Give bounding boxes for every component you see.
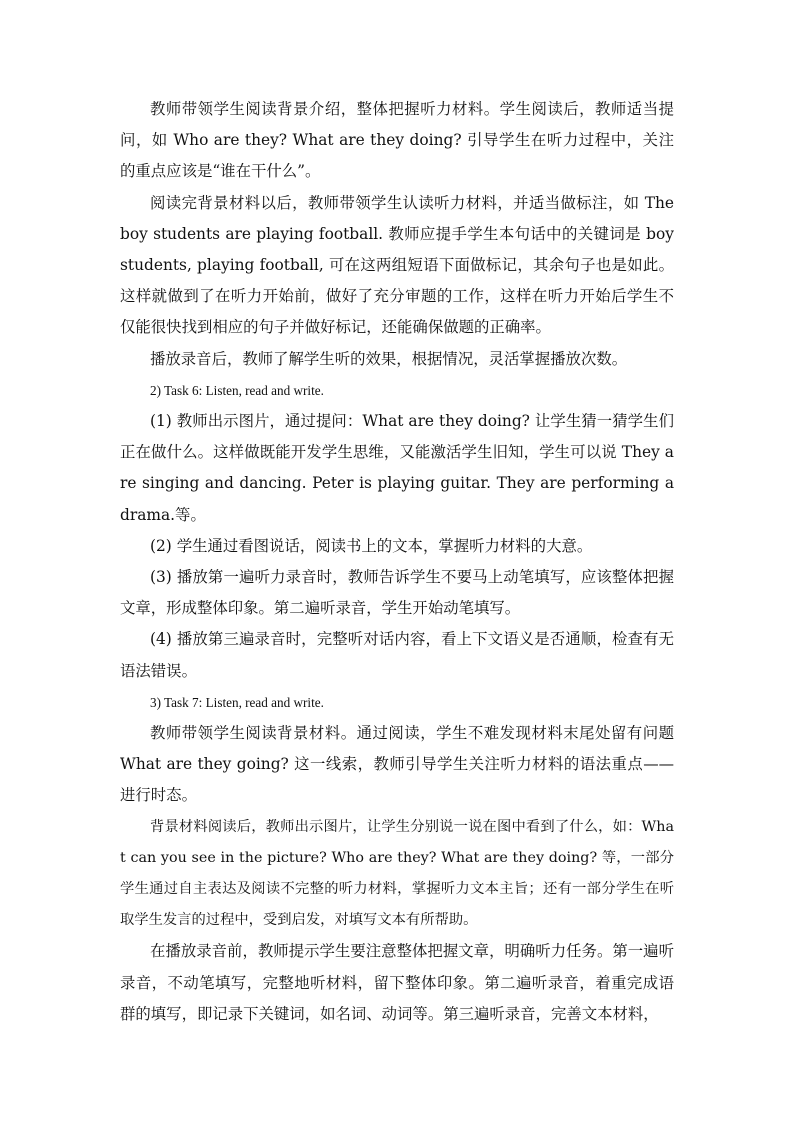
- document-body: [120, 94, 674, 1030]
- paragraph-task6-step-1: (1) 教师出示图片，通过提问：What are they doing? 让学生猜一猜学生们正在做什么。这样做既能开发学生思维，又能激活学生旧知，学生可以说 They are singing and dancing. Peter is playing guitar. They are performing a drama.等。: [120, 412, 674, 524]
- paragraph-task6-step-4: (4) 播放第三遍录音时，完整听对话内容，看上下文语义是否通顺，检查有无语法错误。: [120, 630, 674, 680]
- paragraph-task7-picture-talk: 背景材料阅读后，教师出示图片，让学生分别说一说在图中看到了什么，如：What can you see in the picture? Who are they? What are they doing? 等，一部分学生通过自主表达及阅读不完整的听力材料，掌握听力文本主旨；还有一部分学生在听取学生发言的过程中，受到启发，对填写文本有所帮助。: [120, 818, 674, 929]
- paragraph-task6-step-2: (2) 学生通过看图说话，阅读书上的文本，掌握听力材料的大意。: [150, 536, 593, 555]
- paragraph-background-intro: 教师带领学生阅读背景介绍，整体把握听力材料。学生阅读后，教师适当提问，如 Who are they? What are they doing? 引导学生在听力过程中，关注的重点应该是“谁在干什么”。: [120, 100, 674, 181]
- paragraph-playback-count: 播放录音后，教师了解学生听的效果，根据情况，灵活掌握播放次数。: [150, 349, 628, 368]
- paragraph-annotate-material: 阅读完背景材料以后，教师带领学生认读听力材料，并适当做标注，如 The boy students are playing football. 教师应提手学生本句话中的关键词是 boy students, playing football, 可在这两组短语下面做标记，其余句子也是如此。这样就做到了在听力开始前，做好了充分审题的工作，这样在听力开始后学生不仅能很快找到相应的句子并做好标记，还能确保做题的正确率。: [120, 193, 674, 337]
- section-heading-task-7: 3) Task 7: Listen, read and write.: [150, 694, 324, 710]
- paragraph-task7-listening-steps: 在播放录音前，教师提示学生要注意整体把握文章，明确听力任务。第一遍听录音，不动笔填写，完整地听材料，留下整体印象。第二遍听录音，着重完成语群的填写，即记录下关键词，如名词、动词等。第三遍听录音，完善文本材料，: [120, 942, 674, 1023]
- section-heading-task-6: 2) Task 6: Listen, read and write.: [150, 382, 324, 398]
- paragraph-task7-background: 教师带领学生阅读背景材料。通过阅读，学生不难发现材料末尾处留有问题 What are they going? 这一线索，教师引导学生关注听力材料的语法重点——进行时态。: [120, 724, 674, 805]
- paragraph-task6-step-3: (3) 播放第一遍听力录音时，教师告诉学生不要马上动笔填写，应该整体把握文章，形成整体印象。第二遍听录音，学生开始动笔填写。: [120, 568, 674, 618]
